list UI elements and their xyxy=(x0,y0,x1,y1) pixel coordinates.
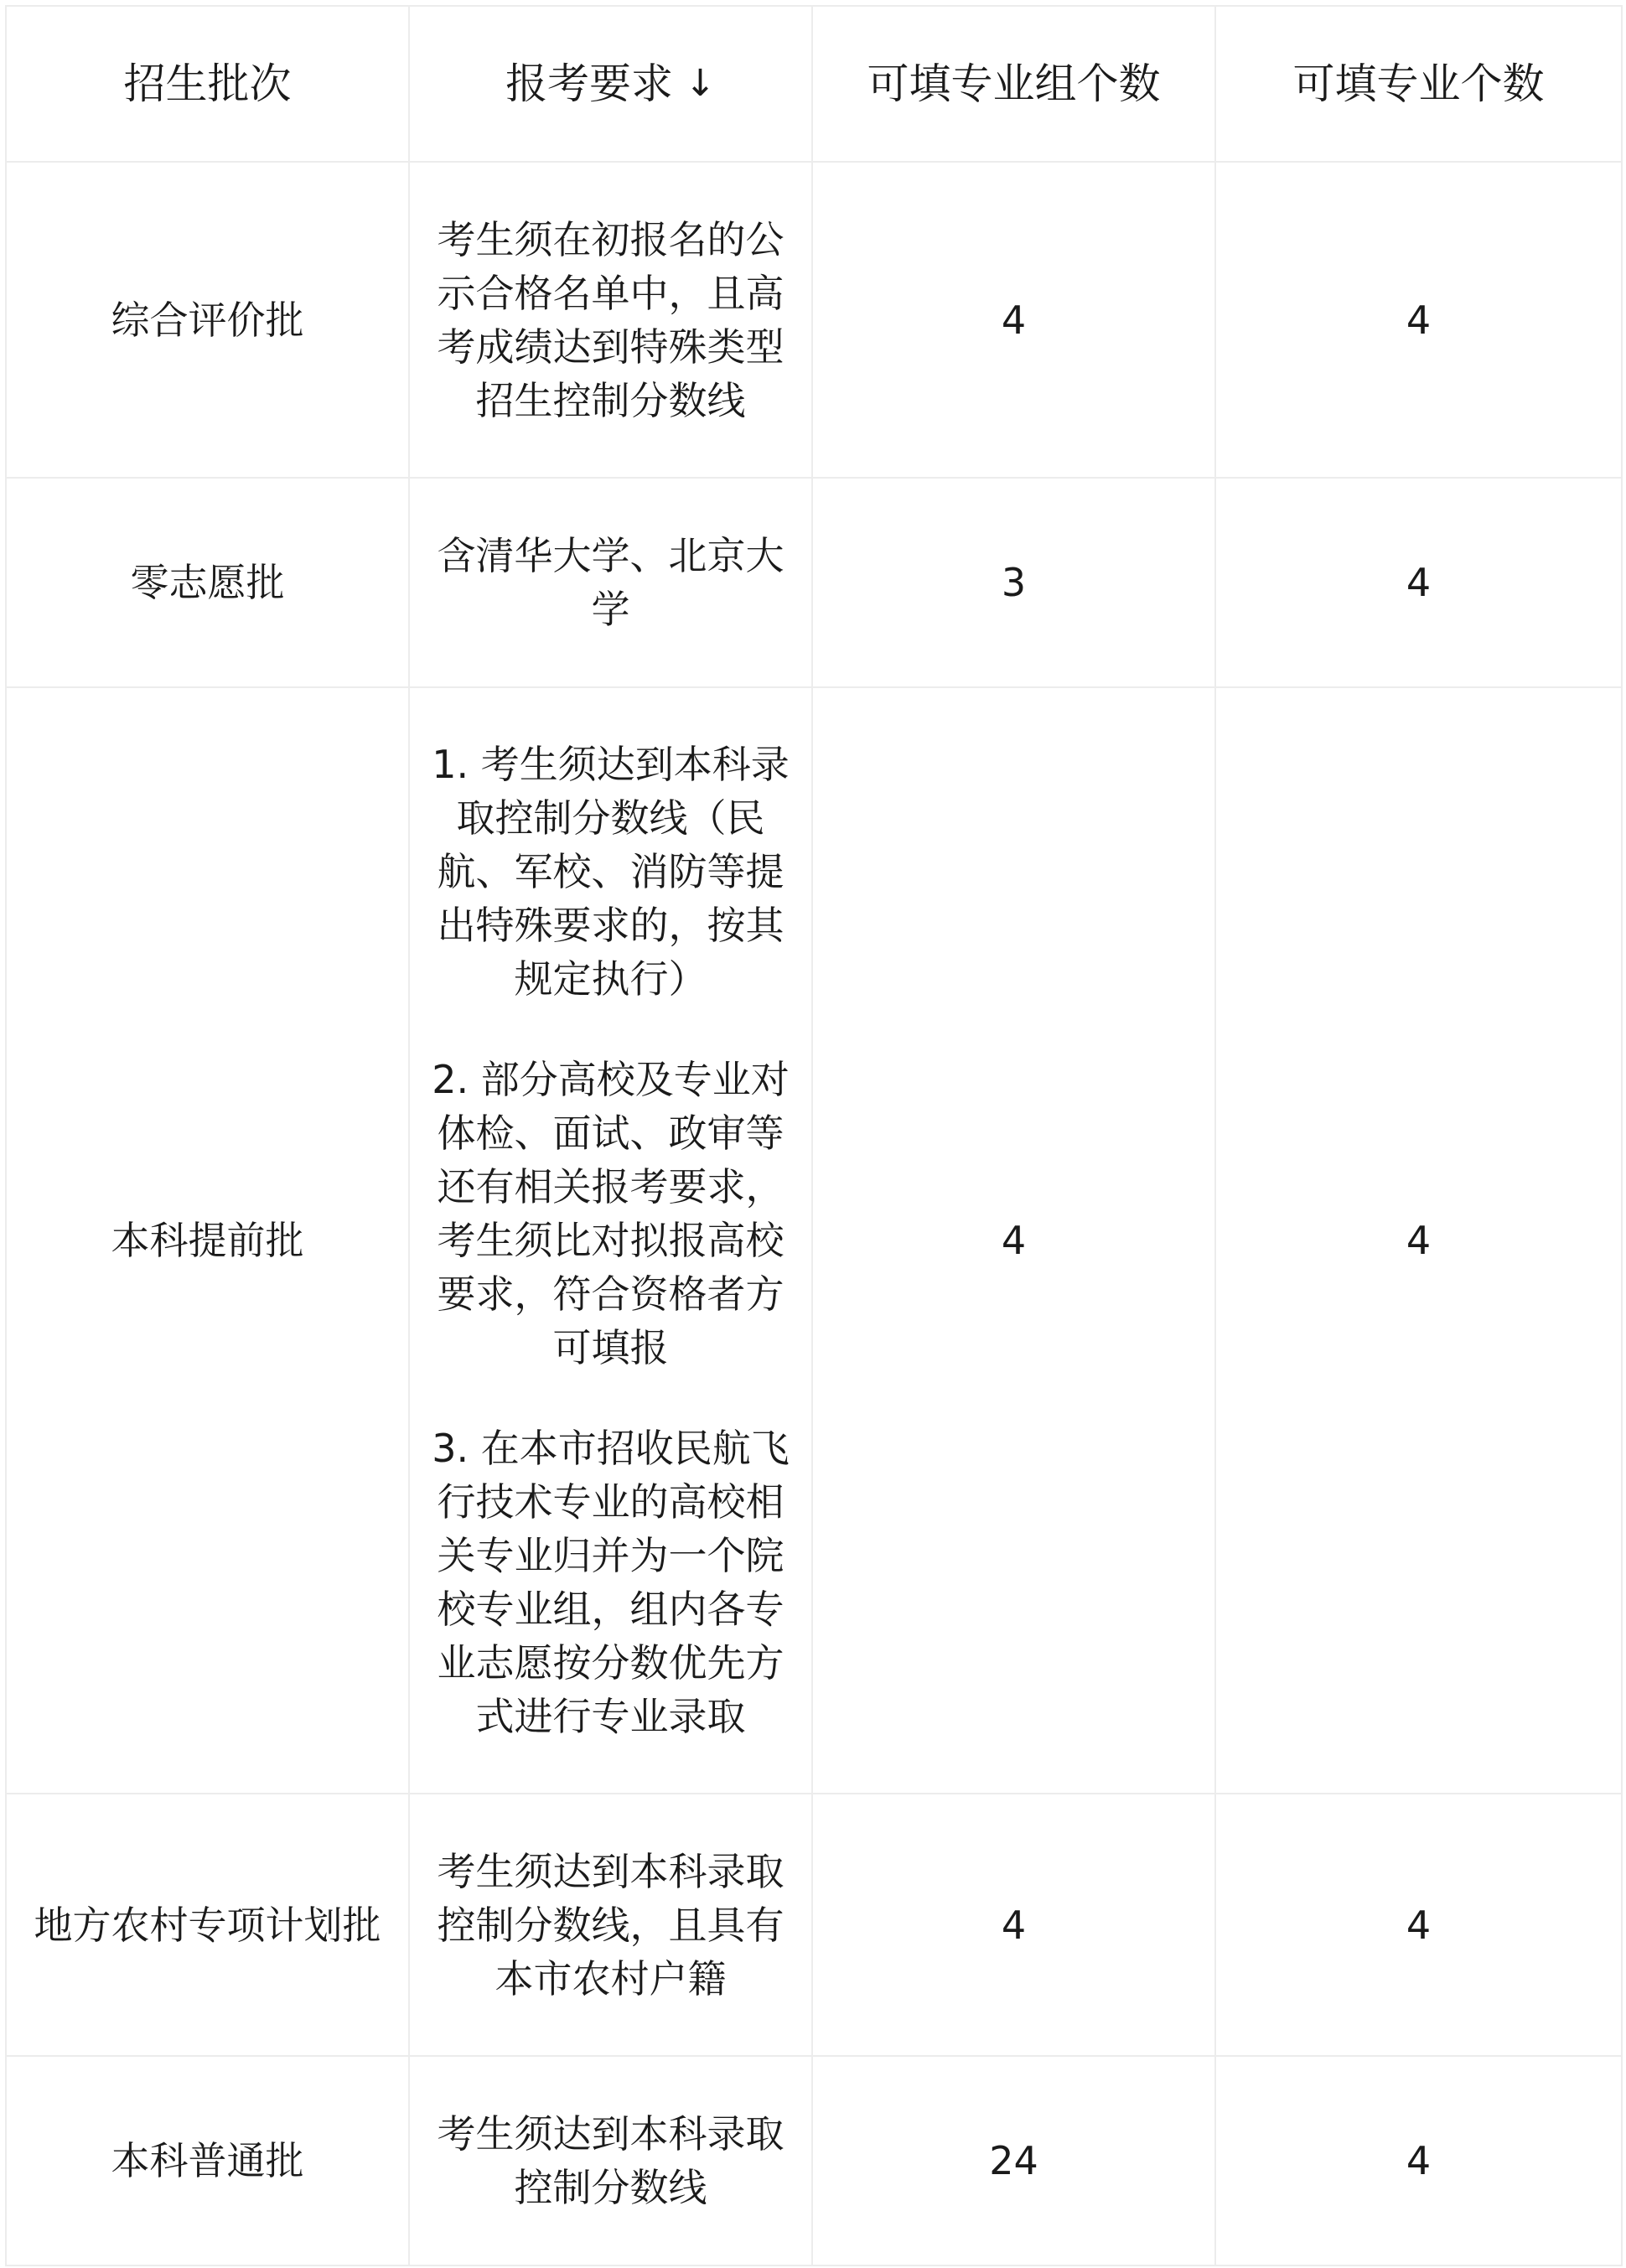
header-group-count xyxy=(813,7,1216,161)
admission-batch-table xyxy=(5,5,1623,2266)
requirement-cell xyxy=(410,479,813,686)
batch-cell: 本科普通批 xyxy=(7,2057,410,2265)
batch-cell: 地方农村专项计划批 xyxy=(7,1794,410,2055)
table-row xyxy=(7,479,1623,688)
major-count-cell: 4 xyxy=(1216,2057,1623,2265)
requirement-text: 考生须达到本科录取控制分数线 xyxy=(437,2111,785,2210)
header-batch-label: 招生批次 xyxy=(123,60,292,108)
group-count-cell: 3 xyxy=(813,479,1216,686)
header-major-count xyxy=(1216,7,1623,161)
table-row xyxy=(7,688,1623,1794)
major-count-cell: 4 xyxy=(1216,1794,1623,2055)
requirement-cell xyxy=(410,2057,813,2265)
group-count-cell: 4 xyxy=(813,1794,1216,2055)
table-row xyxy=(7,163,1623,479)
table-row xyxy=(7,2057,1623,2266)
requirement-cell xyxy=(410,1794,813,2055)
requirement-text: 考生须达到本科录取控制分数线，且具有本市农村户籍 xyxy=(437,1848,785,2001)
major-count-cell: 4 xyxy=(1216,479,1623,686)
requirement-cell xyxy=(410,688,813,1793)
batch-cell: 本科提前批 xyxy=(7,688,410,1793)
requirement-cell xyxy=(410,163,813,477)
header-batch xyxy=(7,7,410,161)
header-group-count-label: 可填专业组个数 xyxy=(867,60,1161,108)
table-row xyxy=(7,1794,1623,2057)
header-requirement[interactable] xyxy=(410,7,813,161)
header-requirement-label: 报考要求 xyxy=(505,60,674,108)
batch-cell: 零志愿批 xyxy=(7,479,410,686)
requirement-item-2: 2. 部分高校及专业对体检、面试、政审等还有相关报考要求，考生须比对拟报高校要求，符合资格者方可填报 xyxy=(432,1057,790,1370)
group-count-cell: 4 xyxy=(813,163,1216,477)
requirement-item-1: 1. 考生须达到本科录取控制分数线（民航、军校、消防等提出特殊要求的，按其规定执行） xyxy=(432,742,790,1002)
batch-cell: 综合评价批 xyxy=(7,163,410,477)
requirement-item-3: 3. 在本市招收民航飞行技术专业的高校相关专业归并为一个院校专业组，组内各专业志愿按分数优先方式进行专业录取 xyxy=(432,1426,790,1739)
major-count-cell: 4 xyxy=(1216,163,1623,477)
major-count-cell: 4 xyxy=(1216,688,1623,1793)
header-major-count-label: 可填专业个数 xyxy=(1292,60,1545,108)
group-count-cell: 24 xyxy=(813,2057,1216,2265)
sort-down-arrow-icon[interactable]: ↓ xyxy=(685,62,716,105)
requirement-text: 考生须在初报名的公示合格名单中，且高考成绩达到特殊类型招生控制分数线 xyxy=(437,216,785,423)
group-count-cell: 4 xyxy=(813,688,1216,1793)
requirement-text: 含清华大学、北京大学 xyxy=(437,533,785,632)
table-header-row xyxy=(7,7,1623,163)
